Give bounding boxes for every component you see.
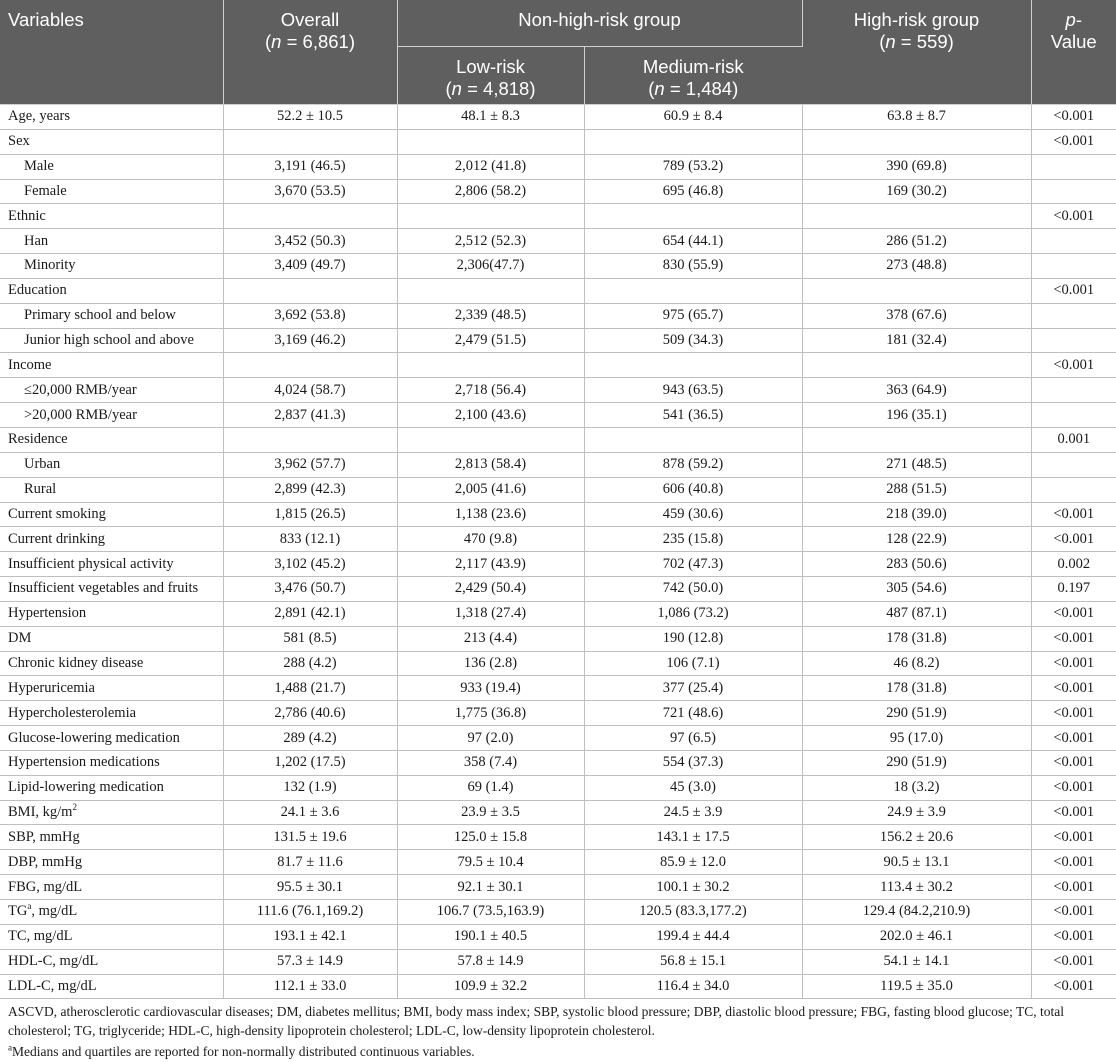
row-label: ≤20,000 RMB/year: [0, 378, 223, 403]
overall-cell: 2,891 (42.1): [223, 601, 397, 626]
p-value-cell: <0.001: [1031, 850, 1116, 875]
high-risk-cell: 90.5 ± 13.1: [802, 850, 1031, 875]
header-variables: Variables: [0, 0, 223, 105]
low-risk-cell: 92.1 ± 30.1: [397, 875, 584, 900]
table-row: [0, 527, 1116, 552]
medium-risk-cell: 943 (63.5): [584, 378, 802, 403]
p-value-cell: [1031, 328, 1116, 353]
p-value-cell: <0.001: [1031, 800, 1116, 825]
row-label: Hypertension: [0, 601, 223, 626]
table-row: [0, 427, 1116, 452]
low-risk-cell: 2,718 (56.4): [397, 378, 584, 403]
table-row: [0, 701, 1116, 726]
p-value-cell: [1031, 154, 1116, 179]
p-value-cell: [1031, 254, 1116, 279]
p-value-cell: 0.001: [1031, 427, 1116, 452]
low-risk-cell: [397, 427, 584, 452]
medium-risk-cell: 789 (53.2): [584, 154, 802, 179]
high-risk-cell: 24.9 ± 3.9: [802, 800, 1031, 825]
high-risk-cell: [802, 129, 1031, 154]
low-risk-cell: 48.1 ± 8.3: [397, 105, 584, 130]
row-label: HDL-C, mg/dL: [0, 949, 223, 974]
medium-risk-cell: 97 (6.5): [584, 726, 802, 751]
table-row: [0, 825, 1116, 850]
medium-risk-cell: 100.1 ± 30.2: [584, 875, 802, 900]
row-label: Income: [0, 353, 223, 378]
low-risk-cell: 213 (4.4): [397, 626, 584, 651]
footnote-note: $^a$Medians and quartiles are reported for non-normally distributed continuous variables.: [8, 1042, 475, 1059]
overall-cell: 288 (4.2): [223, 651, 397, 676]
row-label: Female: [0, 179, 223, 204]
overall-cell: [223, 129, 397, 154]
high-risk-cell: 54.1 ± 14.1: [802, 949, 1031, 974]
high-risk-cell: 113.4 ± 30.2: [802, 875, 1031, 900]
medium-risk-cell: 541 (36.5): [584, 403, 802, 428]
table-row: [0, 105, 1116, 130]
row-label: Ethnic: [0, 204, 223, 229]
overall-cell: 581 (8.5): [223, 626, 397, 651]
overall-cell: 1,488 (21.7): [223, 676, 397, 701]
medium-risk-cell: 509 (34.3): [584, 328, 802, 353]
high-risk-cell: 273 (48.8): [802, 254, 1031, 279]
medium-risk-cell: 85.9 ± 12.0: [584, 850, 802, 875]
high-risk-cell: 18 (3.2): [802, 775, 1031, 800]
table-row: [0, 403, 1116, 428]
p-value-cell: <0.001: [1031, 974, 1116, 999]
medium-risk-cell: 975 (65.7): [584, 303, 802, 328]
high-risk-cell: [802, 278, 1031, 303]
low-risk-cell: 2,306(47.7): [397, 254, 584, 279]
row-label: TC, mg/dL: [0, 924, 223, 949]
overall-cell: [223, 204, 397, 229]
row-label: Rural: [0, 477, 223, 502]
medium-risk-cell: 878 (59.2): [584, 452, 802, 477]
table-row: [0, 278, 1116, 303]
medium-risk-cell: 654 (44.1): [584, 229, 802, 254]
table-row: [0, 974, 1116, 999]
overall-cell: 95.5 ± 30.1: [223, 875, 397, 900]
overall-cell: 2,786 (40.6): [223, 701, 397, 726]
p-value-cell: <0.001: [1031, 701, 1116, 726]
overall-cell: 289 (4.2): [223, 726, 397, 751]
medium-risk-cell: [584, 427, 802, 452]
overall-cell: 111.6 (76.1,169.2): [223, 900, 397, 925]
high-risk-cell: 119.5 ± 35.0: [802, 974, 1031, 999]
p-value-cell: <0.001: [1031, 875, 1116, 900]
high-risk-cell: 390 (69.8): [802, 154, 1031, 179]
row-label: Urban: [0, 452, 223, 477]
p-value-cell: [1031, 303, 1116, 328]
row-label: Education: [0, 278, 223, 303]
low-risk-cell: 2,813 (58.4): [397, 452, 584, 477]
high-risk-cell: 169 (30.2): [802, 179, 1031, 204]
overall-cell: 52.2 ± 10.5: [223, 105, 397, 130]
row-label: Age, years: [0, 105, 223, 130]
high-risk-cell: 286 (51.2): [802, 229, 1031, 254]
row-label: BMI, $kg/m^2$: [0, 800, 223, 825]
table-row: [0, 204, 1116, 229]
medium-risk-cell: 1,086 (73.2): [584, 601, 802, 626]
low-risk-cell: [397, 129, 584, 154]
high-risk-cell: 305 (54.6): [802, 577, 1031, 602]
overall-cell: 2,899 (42.3): [223, 477, 397, 502]
high-risk-cell: 363 (64.9): [802, 378, 1031, 403]
row-label: Sex: [0, 129, 223, 154]
overall-cell: [223, 353, 397, 378]
high-risk-cell: 181 (32.4): [802, 328, 1031, 353]
overall-cell: 81.7 ± 11.6: [223, 850, 397, 875]
high-risk-cell: [802, 353, 1031, 378]
low-risk-cell: 933 (19.4): [397, 676, 584, 701]
row-label: Residence: [0, 427, 223, 452]
row-label: DBP, mmHg: [0, 850, 223, 875]
medium-risk-cell: [584, 129, 802, 154]
high-risk-cell: 156.2 ± 20.6: [802, 825, 1031, 850]
medium-risk-cell: 377 (25.4): [584, 676, 802, 701]
medium-risk-cell: 554 (37.3): [584, 750, 802, 775]
p-value-cell: <0.001: [1031, 949, 1116, 974]
low-risk-cell: 2,117 (43.9): [397, 552, 584, 577]
high-risk-cell: 63.8 ± 8.7: [802, 105, 1031, 130]
low-risk-cell: 2,100 (43.6): [397, 403, 584, 428]
p-value-cell: <0.001: [1031, 502, 1116, 527]
header-overall: Overall (n = 6,861): [223, 0, 397, 105]
p-value-cell: <0.001: [1031, 626, 1116, 651]
low-risk-cell: 470 (9.8): [397, 527, 584, 552]
low-risk-cell: 358 (7.4): [397, 750, 584, 775]
table-row: [0, 900, 1116, 925]
low-risk-cell: 2,479 (51.5): [397, 328, 584, 353]
medium-risk-cell: 45 (3.0): [584, 775, 802, 800]
p-value-cell: <0.001: [1031, 676, 1116, 701]
high-risk-cell: 290 (51.9): [802, 750, 1031, 775]
table-row: [0, 875, 1116, 900]
p-value-cell: <0.001: [1031, 900, 1116, 925]
overall-cell: 3,476 (50.7): [223, 577, 397, 602]
p-value-cell: [1031, 229, 1116, 254]
p-value-cell: <0.001: [1031, 775, 1116, 800]
overall-cell: 3,102 (45.2): [223, 552, 397, 577]
medium-risk-cell: 742 (50.0): [584, 577, 802, 602]
low-risk-cell: [397, 204, 584, 229]
p-value-cell: [1031, 477, 1116, 502]
table-row: [0, 129, 1116, 154]
high-risk-cell: 271 (48.5): [802, 452, 1031, 477]
low-risk-cell: 136 (2.8): [397, 651, 584, 676]
low-risk-cell: 1,775 (36.8): [397, 701, 584, 726]
table-row: [0, 775, 1116, 800]
high-risk-cell: 95 (17.0): [802, 726, 1031, 751]
table-row: [0, 651, 1116, 676]
low-risk-cell: [397, 353, 584, 378]
low-risk-cell: 125.0 ± 15.8: [397, 825, 584, 850]
row-label: $TG^a$, mg/dL: [0, 900, 223, 925]
low-risk-cell: 23.9 ± 3.5: [397, 800, 584, 825]
low-risk-cell: 190.1 ± 40.5: [397, 924, 584, 949]
p-value-cell: 0.197: [1031, 577, 1116, 602]
high-risk-cell: 290 (51.9): [802, 701, 1031, 726]
table-row: [0, 353, 1116, 378]
table-row: [0, 577, 1116, 602]
overall-cell: 3,409 (49.7): [223, 254, 397, 279]
overall-cell: 24.1 ± 3.6: [223, 800, 397, 825]
row-label: Han: [0, 229, 223, 254]
header-low-risk: Low-risk (n = 4,818): [397, 47, 584, 105]
overall-cell: 2,837 (41.3): [223, 403, 397, 428]
medium-risk-cell: 24.5 ± 3.9: [584, 800, 802, 825]
medium-risk-cell: 199.4 ± 44.4: [584, 924, 802, 949]
row-label: Lipid-lowering medication: [0, 775, 223, 800]
overall-cell: 3,962 (57.7): [223, 452, 397, 477]
high-risk-cell: 196 (35.1): [802, 403, 1031, 428]
table-row: [0, 254, 1116, 279]
table-row: [0, 949, 1116, 974]
row-label: Minority: [0, 254, 223, 279]
high-risk-cell: 129.4 (84.2,210.9): [802, 900, 1031, 925]
medium-risk-cell: 695 (46.8): [584, 179, 802, 204]
row-label: Current drinking: [0, 527, 223, 552]
table-row: [0, 154, 1116, 179]
low-risk-cell: 2,429 (50.4): [397, 577, 584, 602]
table-row: [0, 328, 1116, 353]
high-risk-cell: 178 (31.8): [802, 626, 1031, 651]
table-row: [0, 800, 1116, 825]
low-risk-cell: 109.9 ± 32.2: [397, 974, 584, 999]
medium-risk-cell: 235 (15.8): [584, 527, 802, 552]
medium-risk-cell: 606 (40.8): [584, 477, 802, 502]
header-non-high-risk-group: Non-high-risk group: [397, 0, 802, 47]
row-label: Primary school and below: [0, 303, 223, 328]
overall-cell: 3,670 (53.5): [223, 179, 397, 204]
table-row: [0, 303, 1116, 328]
p-value-cell: [1031, 179, 1116, 204]
high-risk-cell: 202.0 ± 46.1: [802, 924, 1031, 949]
header-p-value: p- Value: [1031, 0, 1116, 105]
low-risk-cell: 2,012 (41.8): [397, 154, 584, 179]
p-value-cell: <0.001: [1031, 651, 1116, 676]
table-row: [0, 676, 1116, 701]
high-risk-cell: 46 (8.2): [802, 651, 1031, 676]
overall-cell: 112.1 ± 33.0: [223, 974, 397, 999]
row-label: >20,000 RMB/year: [0, 403, 223, 428]
high-risk-cell: [802, 427, 1031, 452]
high-risk-cell: 378 (67.6): [802, 303, 1031, 328]
low-risk-cell: 2,806 (58.2): [397, 179, 584, 204]
medium-risk-cell: 56.8 ± 15.1: [584, 949, 802, 974]
table-row: [0, 850, 1116, 875]
header-medium-risk: Medium-risk (n = 1,484): [584, 47, 802, 105]
row-label: SBP, mmHg: [0, 825, 223, 850]
medium-risk-cell: 459 (30.6): [584, 502, 802, 527]
overall-cell: 1,815 (26.5): [223, 502, 397, 527]
overall-cell: 57.3 ± 14.9: [223, 949, 397, 974]
medium-risk-cell: [584, 353, 802, 378]
table-row: [0, 502, 1116, 527]
p-value-cell: <0.001: [1031, 601, 1116, 626]
high-risk-cell: 283 (50.6): [802, 552, 1031, 577]
table-body: [0, 105, 1116, 999]
overall-cell: 3,191 (46.5): [223, 154, 397, 179]
medium-risk-cell: 190 (12.8): [584, 626, 802, 651]
row-label: Male: [0, 154, 223, 179]
high-risk-cell: 178 (31.8): [802, 676, 1031, 701]
medium-risk-cell: 120.5 (83.3,177.2): [584, 900, 802, 925]
low-risk-cell: 2,339 (48.5): [397, 303, 584, 328]
header-high-risk-group: High-risk group (n = 559): [802, 0, 1031, 105]
p-value-cell: 0.002: [1031, 552, 1116, 577]
table-row: [0, 726, 1116, 751]
table-row: [0, 626, 1116, 651]
overall-cell: 3,692 (53.8): [223, 303, 397, 328]
overall-cell: [223, 427, 397, 452]
row-label: Insufficient vegetables and fruits: [0, 577, 223, 602]
high-risk-cell: [802, 204, 1031, 229]
row-label: Insufficient physical activity: [0, 552, 223, 577]
p-value-cell: [1031, 378, 1116, 403]
table-header: [0, 0, 1116, 105]
row-label: Chronic kidney disease: [0, 651, 223, 676]
p-value-cell: <0.001: [1031, 353, 1116, 378]
high-risk-cell: 218 (39.0): [802, 502, 1031, 527]
table-row: [0, 601, 1116, 626]
overall-cell: 3,169 (46.2): [223, 328, 397, 353]
low-risk-cell: 106.7 (73.5,163.9): [397, 900, 584, 925]
medium-risk-cell: [584, 204, 802, 229]
row-label: DM: [0, 626, 223, 651]
medium-risk-cell: 60.9 ± 8.4: [584, 105, 802, 130]
table-row: [0, 452, 1116, 477]
p-value-cell: <0.001: [1031, 105, 1116, 130]
row-label: Glucose-lowering medication: [0, 726, 223, 751]
table-row: [0, 477, 1116, 502]
low-risk-cell: 2,512 (52.3): [397, 229, 584, 254]
row-label: FBG, mg/dL: [0, 875, 223, 900]
low-risk-cell: 57.8 ± 14.9: [397, 949, 584, 974]
medium-risk-cell: [584, 278, 802, 303]
low-risk-cell: 1,138 (23.6): [397, 502, 584, 527]
high-risk-cell: 128 (22.9): [802, 527, 1031, 552]
low-risk-cell: 1,318 (27.4): [397, 601, 584, 626]
overall-cell: [223, 278, 397, 303]
overall-cell: 4,024 (58.7): [223, 378, 397, 403]
p-value-cell: <0.001: [1031, 825, 1116, 850]
p-value-cell: [1031, 403, 1116, 428]
p-value-cell: [1031, 452, 1116, 477]
row-label: Hyperuricemia: [0, 676, 223, 701]
table-row: [0, 229, 1116, 254]
overall-cell: 833 (12.1): [223, 527, 397, 552]
low-risk-cell: [397, 278, 584, 303]
medium-risk-cell: 106 (7.1): [584, 651, 802, 676]
low-risk-cell: 69 (1.4): [397, 775, 584, 800]
medium-risk-cell: 702 (47.3): [584, 552, 802, 577]
table-row: [0, 179, 1116, 204]
overall-cell: 131.5 ± 19.6: [223, 825, 397, 850]
high-risk-cell: 487 (87.1): [802, 601, 1031, 626]
low-risk-cell: 79.5 ± 10.4: [397, 850, 584, 875]
low-risk-cell: 97 (2.0): [397, 726, 584, 751]
medium-risk-cell: 116.4 ± 34.0: [584, 974, 802, 999]
table-row: [0, 750, 1116, 775]
row-label: LDL-C, mg/dL: [0, 974, 223, 999]
table-row: [0, 924, 1116, 949]
medium-risk-cell: 830 (55.9): [584, 254, 802, 279]
row-label: Current smoking: [0, 502, 223, 527]
p-value-cell: <0.001: [1031, 924, 1116, 949]
overall-cell: 3,452 (50.3): [223, 229, 397, 254]
overall-cell: 132 (1.9): [223, 775, 397, 800]
p-value-cell: <0.001: [1031, 726, 1116, 751]
p-value-cell: <0.001: [1031, 750, 1116, 775]
table-row: [0, 552, 1116, 577]
low-risk-cell: 2,005 (41.6): [397, 477, 584, 502]
row-label: Hypertension medications: [0, 750, 223, 775]
p-value-cell: <0.001: [1031, 129, 1116, 154]
p-value-cell: <0.001: [1031, 278, 1116, 303]
footnote-abbreviations: ASCVD, atherosclerotic cardiovascular diseases; DM, diabetes mellitus; BMI, body mass index; SBP, systolic blood pressure; DBP, diastolic blood pressure; FBG, fasting blood glucose; TC, total cholesterol; TG, triglyceride; HDL-C, high-density lipoprotein cholesterol; LDL-C, low-density lipoprotein cholesterol.: [8, 1004, 1065, 1038]
table-row: [0, 378, 1116, 403]
p-value-cell: <0.001: [1031, 527, 1116, 552]
row-label: Junior high school and above: [0, 328, 223, 353]
medium-risk-cell: 143.1 ± 17.5: [584, 825, 802, 850]
medium-risk-cell: 721 (48.6): [584, 701, 802, 726]
p-value-cell: <0.001: [1031, 204, 1116, 229]
row-label: Hypercholesterolemia: [0, 701, 223, 726]
high-risk-cell: 288 (51.5): [802, 477, 1031, 502]
overall-cell: 1,202 (17.5): [223, 750, 397, 775]
overall-cell: 193.1 ± 42.1: [223, 924, 397, 949]
